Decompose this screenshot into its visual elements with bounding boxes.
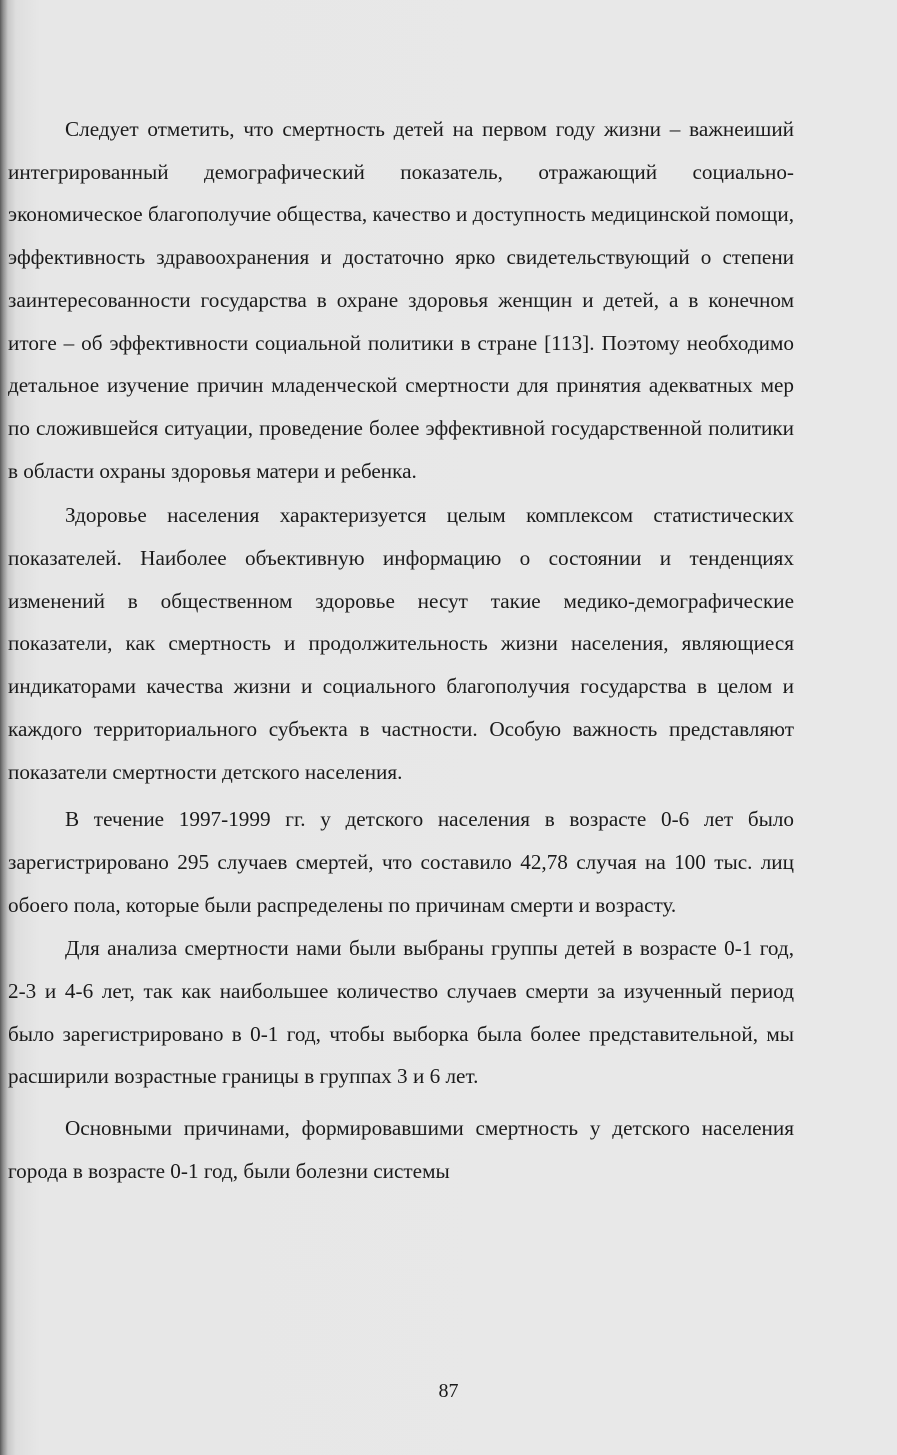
page-number: 87 — [438, 1380, 459, 1402]
paragraph-main-causes: Основными причинами, формировавшими смертность у детского населения города в возрасте 0-1 год, были болезни системы — [8, 1116, 794, 1183]
body-text — [8, 108, 794, 1193]
paragraph-deaths-1997-1999: В течение 1997-1999 гг. у детского населения в возрасте 0-6 лет было зарегистрировано 295 случаев смертей, что составило 42,78 случая на 100 тыс. лиц обоего пола, которые были распределены по причинам смерти и возрасту. — [8, 807, 794, 917]
paragraph-infant-mortality: Следует отметить, что смертность детей на первом году жизни – важнеиший интегрированный демографический показатель, отражающий социально-экономическое благополучие общества, качество и доступность медицинской помощи, эффективность здравоохранения и достаточно ярко свидетельствующий о степени заинтересованности государства в охране здоровья женщин и детей, а в конечном итоге – об эффективности социальной политики в стране [113]. Поэтому необходимо детальное изучение причин младенческой смертности для принятия адекватных мер по сложившейся ситуации, проведение более эффективной государственной политики в области охраны здоровья матери и ребенка. — [8, 117, 794, 483]
paragraph-population-health: Здоровье населения характеризуется целым комплексом статистических показателей. Наиболее объективную информацию о состоянии и тенденциях изменений в общественном здоровье несут такие медико-демографические показатели, как смертность и продолжительность жизни населения, являющиеся индикаторами качества жизни и социального благополучия государства в целом и каждого территориального субъекта в частности. Особую важность представляют показатели смертности детского населения. — [8, 503, 794, 784]
paragraph-age-groups: Для анализа смертности нами были выбраны группы детей в возрасте 0-1 год, 2-3 и 4-6 лет, так как наибольшее количество случаев смерти за изученный период было зарегистрировано в 0-1 год, чтобы выборка была более представительной, мы расширили возрастные границы в группах 3 и 6 лет. — [8, 936, 794, 1089]
